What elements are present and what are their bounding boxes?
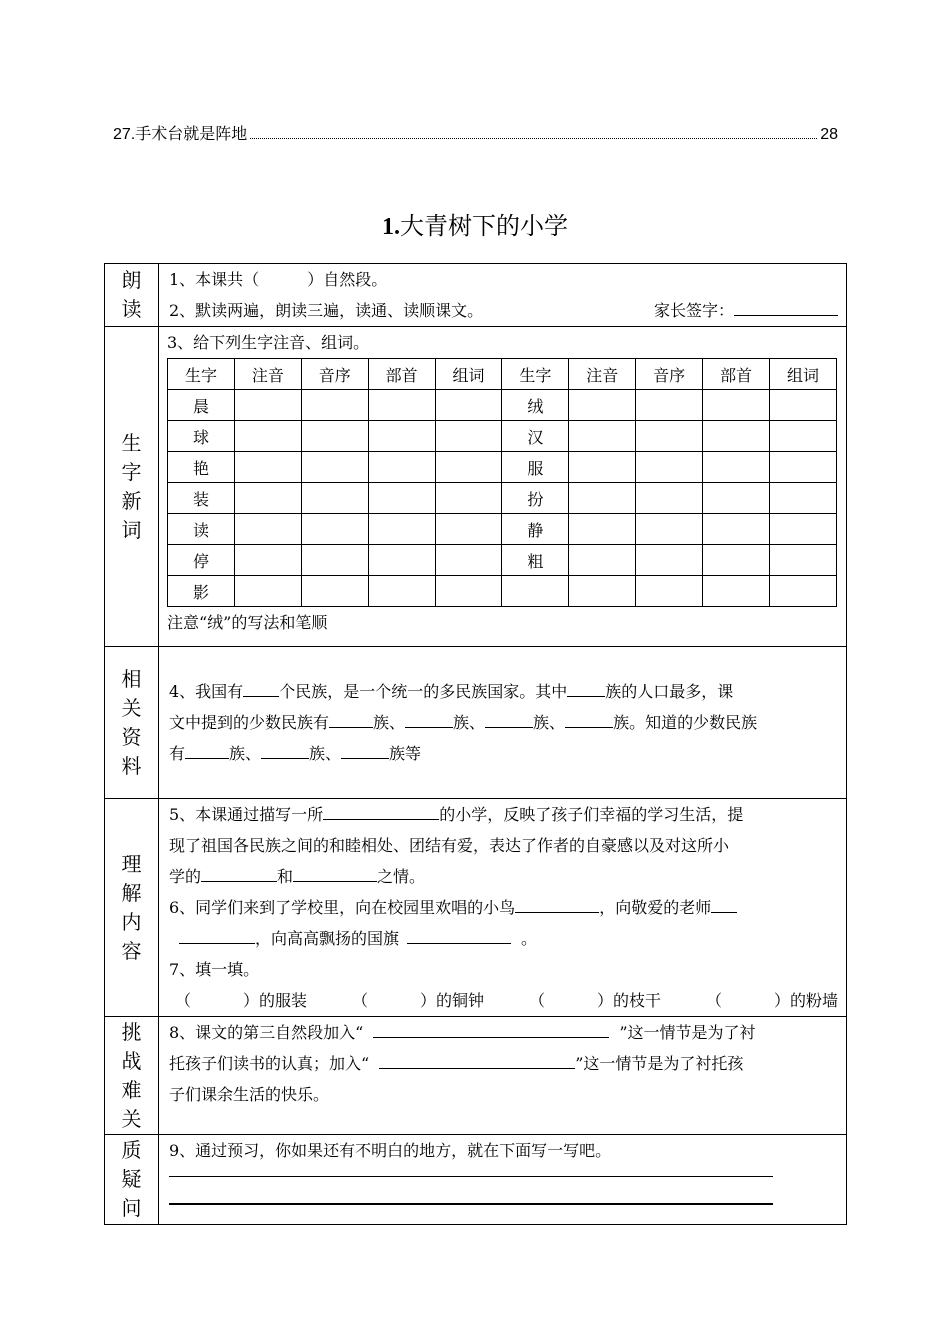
q7-item-text: 的铜钟 [436,991,485,1010]
answer-cell[interactable] [636,483,703,514]
q5-text: 之情。 [377,867,426,886]
answer-cell[interactable] [569,576,636,607]
q7-paren-open: （ [351,991,368,1010]
answer-cell[interactable] [234,421,301,452]
q7-items [169,985,838,1016]
answer-cell[interactable] [435,545,502,576]
label-char: 解 [121,880,142,905]
section-label [105,264,159,327]
column-header: 注音 [569,359,636,390]
character-cell: 装 [168,483,235,514]
q8-text: 8、课文的第三自然段加入“ [169,1023,364,1042]
answer-cell[interactable] [770,390,837,421]
q6-text: 6、同学们来到了学校里，向在校园里欢唱的小鸟 [169,898,516,917]
label-char: 资 [121,724,142,749]
answer-cell[interactable] [770,514,837,545]
section-new-characters [105,327,847,647]
q6-blank[interactable] [711,896,737,913]
answer-cell[interactable] [770,576,837,607]
toc-page-number: 28 [820,126,838,143]
answer-cell[interactable] [435,452,502,483]
q4-text: 族、 [533,713,566,732]
label-char: 词 [121,517,142,542]
answer-cell[interactable] [301,483,368,514]
answer-cell[interactable] [301,452,368,483]
q7-paren-close: ） [420,991,437,1010]
column-header: 部首 [703,359,770,390]
answer-cell[interactable] [301,421,368,452]
answer-cell[interactable] [301,514,368,545]
answer-cell[interactable] [368,483,435,514]
q1-text-end: ）自然段。 [307,270,388,289]
q4-text: 有 [169,744,186,763]
q7-paren-open: （ [175,991,192,1010]
answer-cell[interactable] [368,390,435,421]
section-label [105,1135,159,1225]
q4-blank[interactable] [261,742,309,759]
toc-leader-dots [250,138,817,139]
character-row [168,514,837,545]
q1-text: 1、本课共（ [169,270,260,289]
q7-item-text: 的服装 [259,991,308,1010]
q4-blank[interactable] [565,711,613,728]
q4-blank-majority[interactable] [567,680,605,697]
section-questions [105,1135,847,1225]
label-char: 读 [121,297,142,321]
q7-paren-open: （ [528,991,545,1010]
section-label [105,1017,159,1135]
answer-cell[interactable] [569,390,636,421]
answer-cell[interactable] [435,514,502,545]
q5-blank[interactable] [293,865,377,882]
answer-line-1[interactable] [169,1166,773,1177]
answer-cell[interactable] [368,576,435,607]
q8-text: 子们课余生活的快乐。 [169,1085,330,1104]
answer-cell[interactable] [569,514,636,545]
label-char: 问 [121,1196,142,1220]
q4-text: 族等 [389,744,422,763]
answer-cell[interactable] [636,576,703,607]
answer-cell[interactable] [368,452,435,483]
answer-cell[interactable] [569,545,636,576]
q4-text: 族的人口最多，课 [605,682,734,701]
q4-blank[interactable] [485,711,533,728]
label-char: 疑 [121,1167,142,1191]
answer-line-2[interactable] [169,1177,773,1205]
character-cell: 扮 [502,483,569,514]
label-char: 朗 [121,268,142,292]
q4-text: 族。知道的少数民族 [613,713,758,732]
section-understanding [105,799,847,1017]
column-header: 生字 [502,359,569,390]
q3-text: 3、给下列生字注音、组词。 [167,333,370,352]
parent-signature-label: 家长签字： [653,301,734,320]
questions-content [159,1135,847,1225]
column-header: 生字 [168,359,235,390]
q7-item [706,985,838,1016]
answer-cell[interactable] [770,452,837,483]
character-cell [502,576,569,607]
label-char: 容 [121,938,142,963]
label-char: 相 [121,666,142,691]
label-char: 理 [121,851,142,876]
q4-text: 个民族，是一个统一的多民族国家。其中 [279,682,568,701]
q4-blank-count[interactable] [243,680,279,697]
character-cell: 球 [168,421,235,452]
q4-text: 族、 [309,744,342,763]
q7-item-text: 的枝干 [613,991,662,1010]
q4-blank[interactable] [329,711,373,728]
character-cell: 静 [502,514,569,545]
reading-content [159,264,847,327]
character-cell: 粗 [502,545,569,576]
toc-title: 27.手术台就是阵地 [113,126,248,143]
answer-cell[interactable] [435,483,502,514]
label-char: 关 [121,695,142,720]
answer-cell[interactable] [569,421,636,452]
answer-cell[interactable] [770,421,837,452]
q7-title: 7、填一填。 [169,960,260,979]
character-cell: 艳 [168,452,235,483]
answer-cell[interactable] [770,483,837,514]
label-char: 关 [121,1106,142,1131]
q7-item [175,985,307,1016]
label-char: 生 [121,430,142,455]
understanding-content [159,799,847,1017]
toc-entry[interactable] [113,122,838,144]
label-char: 新 [121,488,142,513]
q3-note: 注意“绒”的写法和笔顺 [167,613,328,632]
answer-cell[interactable] [368,421,435,452]
character-cell: 停 [168,545,235,576]
column-header: 组词 [435,359,502,390]
answer-cell[interactable] [703,452,770,483]
character-row [168,483,837,514]
column-header: 部首 [368,359,435,390]
q4-text: 族、 [453,713,486,732]
q4-text: 族、 [229,744,262,763]
answer-cell[interactable] [703,576,770,607]
answer-cell[interactable] [301,545,368,576]
answer-cell[interactable] [770,545,837,576]
q5-text: 和 [277,867,294,886]
preview-worksheet [104,263,847,1225]
character-cell: 汉 [502,421,569,452]
q8-blank[interactable] [379,1052,575,1069]
character-row [168,545,837,576]
character-row [168,576,837,607]
section-label [105,327,159,647]
character-table-header [168,359,837,390]
label-char: 战 [121,1048,142,1073]
lesson-title [0,206,950,241]
q4-blank[interactable] [185,742,229,759]
related-info-content [159,647,847,799]
label-char: 挑 [121,1019,142,1044]
section-reading [105,264,847,327]
character-cell: 绒 [502,390,569,421]
q7-item-text: 的粉墙 [789,991,838,1010]
q6-text: ，向敬爱的老师 [599,898,712,917]
label-char: 质 [121,1138,142,1162]
answer-cell[interactable] [368,545,435,576]
q5-blank[interactable] [201,865,277,882]
answer-cell[interactable] [234,545,301,576]
answer-cell[interactable] [301,576,368,607]
q6-blank[interactable] [515,896,599,913]
q7-paren-close: ） [773,991,790,1010]
q5-text: 5、本课通过描写一所 [169,805,324,824]
q9-text: 9、通过预习，你如果还有不明白的地方，就在下面写一写吧。 [169,1141,612,1160]
q4-blank[interactable] [405,711,453,728]
section-related-info [105,647,847,799]
q6-blank[interactable] [407,927,511,944]
lesson-title-text: 大青树下的小学 [400,212,568,240]
character-cell: 读 [168,514,235,545]
q6-text: ，向高高飘扬的国旗 [255,929,400,948]
answer-cell[interactable] [234,514,301,545]
q8-text: ”这一情节是为了衬 [619,1023,756,1042]
q5-text: 学的 [169,867,202,886]
characters-content [159,327,847,647]
q8-text: ”这一情节是为了衬托孩 [575,1054,744,1073]
q2-text: 2、默读两遍，朗读三遍，读通、读顺课文。 [169,301,484,320]
character-table [167,358,837,607]
challenge-content [159,1017,847,1135]
answer-cell[interactable] [435,576,502,607]
lesson-number: 1. [382,214,400,240]
answer-cell[interactable] [301,390,368,421]
answer-cell[interactable] [435,390,502,421]
answer-cell[interactable] [435,421,502,452]
answer-cell[interactable] [703,421,770,452]
q7-item [352,985,484,1016]
answer-cell[interactable] [234,452,301,483]
answer-cell[interactable] [569,452,636,483]
q7-paren-open: （ [705,991,722,1010]
answer-cell[interactable] [636,514,703,545]
answer-cell[interactable] [368,514,435,545]
answer-cell[interactable] [234,576,301,607]
column-header: 组词 [770,359,837,390]
column-header: 音序 [636,359,703,390]
character-cell: 影 [168,576,235,607]
label-char: 料 [121,753,142,778]
q6-blank[interactable] [179,927,255,944]
answer-cell[interactable] [636,452,703,483]
answer-cell[interactable] [703,483,770,514]
answer-cell[interactable] [703,545,770,576]
column-header: 音序 [301,359,368,390]
q6-text: 。 [521,929,538,948]
answer-cell[interactable] [636,421,703,452]
section-label [105,799,159,1017]
q5-blank[interactable] [323,803,439,820]
character-row [168,421,837,452]
q4-blank[interactable] [341,742,389,759]
answer-cell[interactable] [234,390,301,421]
answer-cell[interactable] [569,483,636,514]
answer-cell[interactable] [703,390,770,421]
label-char: 字 [121,459,142,484]
q4-text: 文中提到的少数民族有 [169,713,330,732]
character-row [168,452,837,483]
section-challenge [105,1017,847,1135]
parent-signature-field[interactable] [734,299,838,316]
q4-text: 4、我国有 [169,682,244,701]
label-char: 内 [121,909,142,934]
q5-text: 的小学，反映了孩子们幸福的学习生活，提 [439,805,744,824]
section-label [105,647,159,799]
answer-cell[interactable] [234,483,301,514]
answer-cell[interactable] [636,545,703,576]
label-char: 难 [121,1077,142,1102]
answer-cell[interactable] [703,514,770,545]
q5-text: 现了祖国各民族之间的和睦相处、团结有爱，表达了作者的自豪感以及对这所小 [169,836,730,855]
q7-paren-close: ） [243,991,260,1010]
q7-item [529,985,661,1016]
q8-text: 托孩子们读书的认真；加入“ [169,1054,370,1073]
q8-blank[interactable] [373,1021,609,1038]
q4-text: 族、 [373,713,406,732]
column-header: 注音 [234,359,301,390]
answer-cell[interactable] [636,390,703,421]
character-cell: 晨 [168,390,235,421]
character-cell: 服 [502,452,569,483]
character-row [168,390,837,421]
q7-paren-close: ） [596,991,613,1010]
